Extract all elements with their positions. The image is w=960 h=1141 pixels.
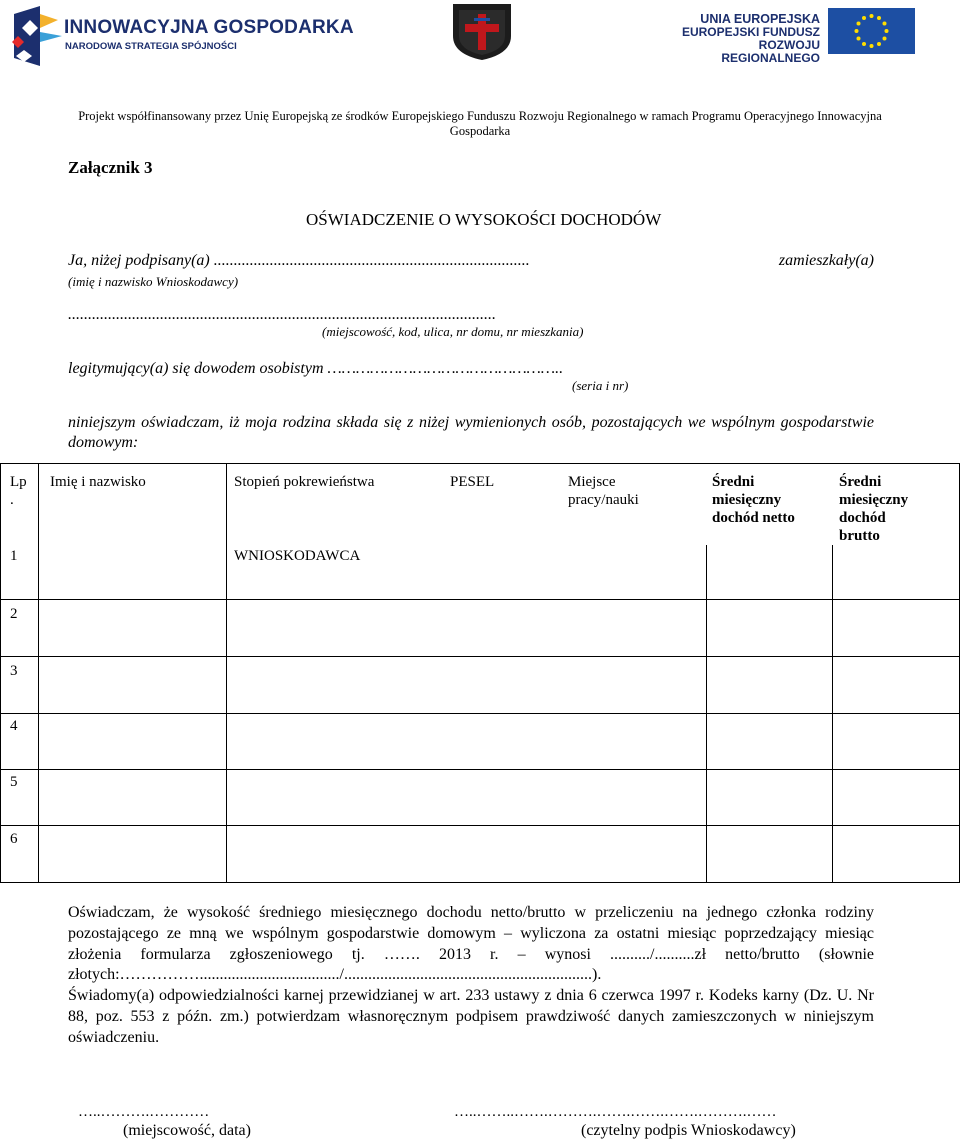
table-border-left: [0, 463, 1, 883]
header-gross-income: Średni miesięczny dochód brutto: [839, 474, 909, 544]
ig-logo-icon: [10, 6, 64, 66]
table-border-bottom: [0, 882, 960, 883]
signature-field[interactable]: …..……..…….……….…….…….…….……….……: [454, 1104, 777, 1120]
header-relation: Stopień pokrewieństwa: [234, 474, 375, 490]
table-border-top: [0, 463, 960, 464]
shield-emblem-icon: [451, 2, 513, 62]
row-number: 5: [10, 774, 18, 790]
eu-line-3: ROZWOJU REGIONALNEGO: [721, 38, 820, 65]
declarant-line: [68, 252, 874, 270]
table-row-divider: [0, 769, 960, 770]
place-date-caption: (miejscowość, data): [123, 1122, 251, 1139]
id-card-line[interactable]: legitymujący(a) się dowodem osobistym …………………………………………..: [68, 360, 564, 377]
document-title: OŚWIADCZENIE O WYSOKOŚCI DOCHODÓW: [306, 210, 662, 229]
eu-fund-label: [660, 13, 820, 65]
row-number: 3: [10, 663, 18, 679]
header-name: Imię i nazwisko: [50, 474, 146, 490]
logo-left-subtitle: NARODOWA STRATEGIA SPÓJNOŚCI: [65, 41, 237, 52]
table-row-divider: [0, 713, 960, 714]
id-series-caption: (seria i nr): [572, 378, 629, 393]
declarant-caption: (imię i nazwisko Wnioskodawcy): [68, 274, 239, 289]
row-number: 4: [10, 718, 18, 734]
header-pesel: PESEL: [450, 474, 495, 490]
project-cofinancing-note: Projekt współfinansowany przez Unię Europejską ze środków Europejskiego Funduszu Rozwoju Regionalnego w ramach Programu Operacyjnego Innowacyjna Gospodarka: [78, 109, 882, 138]
table-col-divider: [38, 463, 39, 883]
eu-line-2: EUROPEJSKI FUNDUSZ: [681, 25, 820, 39]
header-net-income: Średni miesięczny dochód netto: [712, 474, 795, 526]
header-workplace: Miejsce pracy/nauki: [568, 474, 639, 508]
table-col-divider: [706, 545, 707, 883]
income-statement: [68, 903, 874, 1049]
income-statement-text: Oświadczam, że wysokość średniego miesięcznego dochodu netto/brutto w przeliczeniu na jednego członka rodziny pozostającego ze mną we wspólnym gospodarstwie domowym – wyliczona za ostatni miesiąc poprzedzający miesiąc złożenia formularza zgłoszeniowego tj. ……. 2013 r. – wynosi ........../..........zł netto/brutto (słownie złotych:…………….................................../..............................................................).: [68, 904, 874, 984]
residence-label: zamieszkały(a): [778, 252, 874, 269]
row-number: 6: [10, 831, 18, 847]
table-row-divider: [0, 656, 960, 657]
eu-line-1: UNIA EUROPEJSKA: [700, 12, 820, 26]
table-col-divider: [832, 545, 833, 883]
declarant-name-field[interactable]: Ja, niżej podpisany(a) ...............................................................................: [68, 252, 530, 269]
table-row-divider: [0, 599, 960, 600]
center-emblem: [451, 2, 513, 62]
family-members-table: [0, 463, 960, 883]
logo-left-title: INNOWACYJNA GOSPODARKA: [64, 17, 354, 38]
row-number: 1: [10, 548, 18, 564]
address-field[interactable]: ...........................................................................................................: [68, 306, 496, 323]
liability-statement-text: Świadomy(a) odpowiedzialności karnej przewidzianej w art. 233 ustawy z dnia 6 czerwca 1997 r. Kodeks karny (Dz. U. Nr 88, poz. 553 z późn. zm.) potwierdzam własnoręcznym podpisem prawdziwość danych zamieszczonych w niniejszym oświadczeniu.: [68, 987, 874, 1046]
signature-caption: (czytelny podpis Wnioskodawcy): [581, 1122, 796, 1139]
table-row-divider: [0, 825, 960, 826]
address-caption: (miejscowość, kod, ulica, nr domu, nr mieszkania): [322, 324, 584, 339]
attachment-label: Załącznik 3: [68, 158, 153, 177]
family-declaration-intro: niniejszym oświadczam, iż moja rodzina składa się z niżej wymienionych osób, pozostających we wspólnym gospodarstwie domowym:: [68, 414, 874, 451]
place-date-field[interactable]: …..……….…………: [78, 1104, 210, 1120]
eu-flag-icon: [828, 8, 915, 54]
row-number: 2: [10, 606, 18, 622]
header-lp: Lp .: [10, 474, 27, 508]
applicant-relation: WNIOSKODAWCA: [234, 548, 361, 564]
table-col-divider: [226, 463, 227, 883]
eu-flag: [828, 8, 915, 54]
